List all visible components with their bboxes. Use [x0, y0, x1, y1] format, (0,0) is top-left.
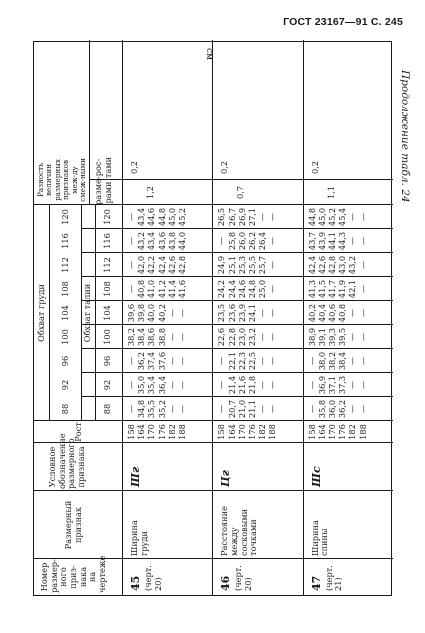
feature-name: Ширина спины [309, 520, 330, 556]
value-column: — 36,2 37,4 37,6 — — [126, 351, 188, 371]
value-column: 38,2 38,4 38,6 38,8 — — [126, 327, 188, 347]
col-header-symbol: Условное обозначение размерного признака [47, 433, 87, 489]
chest-value: 120 [60, 209, 70, 225]
chest-value: 100 [60, 329, 70, 345]
value-column: — 43,4 44,6 44,8 45,0 45,2 [126, 207, 188, 227]
col-header-waist-group: Обхват талии [82, 283, 92, 343]
value-column: 40,2 40,4 40,6 40,8 — — [306, 303, 368, 323]
feature-number: 46 [219, 575, 233, 591]
waist-value: 92 [102, 379, 112, 391]
value-column: 43,7 43,9 44,1 44,3 — — [306, 231, 368, 251]
page-header: ГОСТ 23167—91 С. 245 [283, 16, 403, 28]
height-values: 158 164 170 176 182 188 [216, 424, 278, 440]
feature-symbol: Цг [219, 470, 233, 487]
rule-line [34, 490, 393, 491]
diff-between-sizes: 0,7 [235, 185, 246, 200]
value-column: 41,3 41,5 41,7 41,9 42,1 — [306, 279, 368, 299]
rule-line [49, 205, 50, 421]
waist-value: 100 [102, 329, 112, 345]
col-header-diff: Разность величин размерных признаков меж-ду смеж-ными [36, 158, 88, 202]
waist-value: 88 [102, 403, 112, 415]
value-column: — 38,0 38,2 38,4 — — [306, 351, 368, 371]
value-column: 24,2 24,4 24,6 24,8 25,0 — [216, 279, 278, 299]
chest-value: 88 [60, 403, 70, 415]
value-column: — 34,8 35,5 35,2 — — [126, 399, 188, 419]
value-column: — 43,2 43,4 43,6 43,8 44,0 [126, 231, 188, 251]
feature-name: Расстояние между сосковыми точками [219, 506, 259, 556]
chest-value: 92 [60, 379, 70, 391]
value-column: 42,4 42,6 42,8 43,0 43,2 — [306, 255, 368, 275]
rule-line [34, 558, 393, 559]
rule-line [303, 40, 304, 595]
value-column: — 36,9 37,1 37,3 — — [306, 375, 368, 395]
value-column: — 42,0 42,2 42,4 42,6 42,8 [126, 255, 188, 275]
value-column: — 35,0 35,4 36,4 — — [126, 375, 188, 395]
chest-value: 116 [60, 233, 70, 249]
chest-value: 112 [60, 257, 70, 273]
height-values: 158 164 170 176 182 188 [126, 424, 188, 440]
waist-value: 120 [102, 209, 112, 225]
value-column: — 22,1 22,3 22,5 — — [216, 351, 278, 371]
diff-between-heights: 0,2 [309, 160, 320, 175]
unit-label: см [204, 48, 214, 61]
waist-value: 108 [102, 281, 112, 297]
waist-value: 116 [102, 233, 112, 249]
waist-value: 96 [102, 355, 112, 367]
value-column: 26,5 26,7 26,9 27,1 — — [216, 207, 278, 227]
value-column: — 40,8 41,0 41,2 41,4 41,6 [126, 279, 188, 299]
chest-value: 104 [60, 305, 70, 321]
rule-line [212, 40, 213, 595]
waist-value: 112 [102, 257, 112, 273]
diff-between-sizes: 1,1 [325, 185, 336, 200]
feature-symbol: Шс [309, 466, 323, 487]
col-header-feature: Размерный признак [63, 500, 83, 550]
value-column: — 21,4 21,6 21,8 — — [216, 375, 278, 395]
waist-value: 104 [102, 305, 112, 321]
col-header-diff-height: рос-тами [93, 156, 113, 179]
col-header-diff-size: разме-рами [93, 176, 113, 205]
table-caption: Продолжение табл. 24 [399, 70, 411, 203]
rule-line [95, 205, 96, 421]
rule-line [89, 40, 90, 205]
feature-drawing-ref: (черт. 21) [323, 565, 344, 591]
height-values: 158 164 170 176 182 188 [306, 424, 368, 440]
value-column: 38,9 39,1 39,3 39,5 — — [306, 327, 368, 347]
feature-name: Ширина груди [129, 520, 149, 556]
value-column: — 25,8 26,0 26,2 26,4 — [216, 231, 278, 251]
value-column: — 35,8 36,0 36,2 — — [306, 399, 368, 419]
value-column: 44,8 45,0 45,2 45,4 — — [306, 207, 368, 227]
value-column: 24,9 25,1 25,3 25,5 25,7 — [216, 255, 278, 275]
feature-symbol: Шг [129, 466, 142, 487]
col-header-chest-group: Обхват груди [36, 284, 46, 342]
value-column: — 20,7 21,0 21,1 — — [216, 399, 278, 419]
value-column: 39,6 39,8 40,0 40,2 — — [126, 303, 188, 323]
rule-line [122, 40, 123, 595]
value-column: 22,6 22,8 23,0 23,2 — — [216, 327, 278, 347]
value-column: 23,5 23,6 23,9 24,1 — — [216, 303, 278, 323]
feature-number: 45 [129, 575, 142, 591]
measurement-table [33, 41, 392, 596]
col-header-number: Номер размер-ного приз-нака на чертеже [39, 555, 108, 593]
chest-value: 96 [60, 355, 70, 367]
diff-between-sizes: 1,2 [145, 185, 155, 200]
diff-between-heights: 0,2 [129, 160, 139, 175]
col-header-height: Рост [73, 422, 83, 442]
feature-drawing-ref: (черт. 20) [143, 565, 163, 591]
diff-between-heights: 0,2 [219, 160, 230, 175]
feature-drawing-ref: (черт. 20) [233, 565, 253, 591]
chest-value: 108 [60, 281, 70, 297]
feature-number: 47 [309, 575, 323, 591]
